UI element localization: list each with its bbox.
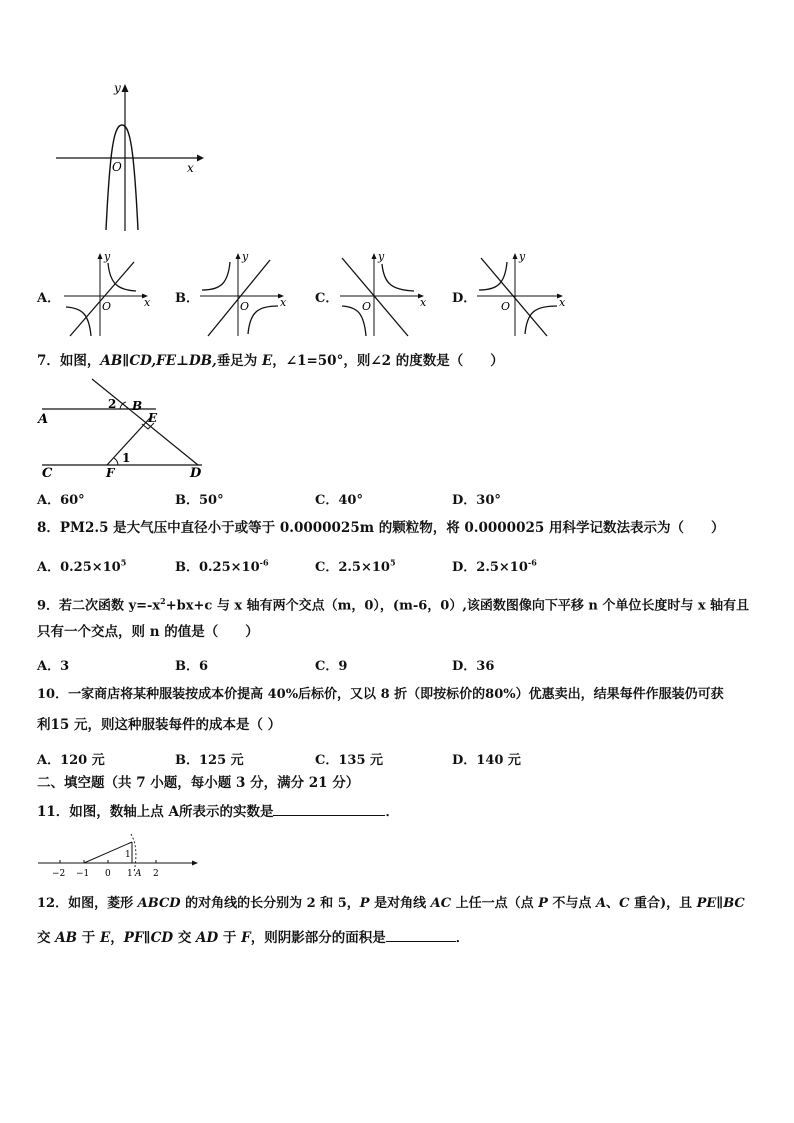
svg-text:B: B	[132, 399, 143, 413]
q6-option-c-letter: C．	[315, 291, 339, 306]
svg-text:D: D	[190, 466, 202, 480]
svg-text:O: O	[362, 300, 372, 313]
section-2-title: 二、填空题（共 7 小题，每小题 3 分，满分 21 分）	[37, 775, 360, 791]
svg-text:A: A	[38, 412, 49, 427]
svg-text:A: A	[135, 869, 142, 879]
x-label: x	[187, 161, 194, 175]
q10-option-c: C．135 元	[315, 753, 384, 768]
svg-text:O: O	[501, 300, 511, 313]
q12-question-line2: 交 AB 于 E，PF∥CD 交 AD 于 F，则阴影部分的面积是 ．	[37, 927, 469, 947]
svg-text:O: O	[240, 300, 250, 313]
svg-text:C: C	[42, 466, 53, 480]
q7-option-b: B．50°	[175, 493, 224, 508]
line-positive-slope	[70, 262, 134, 336]
q8-option-b: B．$0.25\times 10^{-6}$	[175, 557, 269, 575]
svg-text:1: 1	[122, 451, 131, 465]
angle-1-arc	[114, 458, 118, 465]
q6-option-b-graph	[198, 250, 290, 338]
q8-question: 8．PM2.5 是大气压中直径小于或等于 0.0000025m 的颗粒物，将 0.0000025 用科学记数法表示为（ ）	[37, 520, 725, 536]
svg-text:O: O	[102, 300, 112, 313]
svg-text:y: y	[104, 250, 111, 263]
svg-text:x: x	[559, 296, 566, 309]
svg-text:x: x	[144, 296, 151, 309]
q7-option-c: C．40°	[315, 493, 363, 508]
svg-text:F: F	[106, 466, 115, 480]
q11-number-line	[36, 830, 202, 882]
answer-blank[interactable]	[386, 927, 456, 942]
q7-question: 7．如图，AB∥CD,FE⊥DB,垂足为 E，∠1=50°，则∠2 的度数是（ ）	[37, 353, 504, 369]
q9-question-line2: 只有一个交点，则 n 的值是（ ）	[37, 624, 259, 640]
q9-option-c: C．9	[315, 659, 348, 674]
q6-option-d-graph	[475, 250, 569, 338]
q7-option-d: D．30°	[452, 493, 501, 508]
answer-blank[interactable]	[273, 801, 385, 816]
svg-text:2: 2	[108, 397, 117, 411]
q10-question-line2: 利15 元，则这种服装每件的成本是（ ）	[37, 717, 282, 733]
y-axis-arrow	[122, 84, 129, 92]
svg-text:−2: −2	[52, 869, 66, 879]
svg-text:0: 0	[105, 869, 111, 879]
q6-option-d-letter: D．	[452, 291, 477, 306]
origin-label: O	[112, 160, 122, 174]
q8-option-d: D．$2.5\times 10^{-6}$	[452, 557, 537, 575]
svg-text:y: y	[378, 250, 385, 263]
hyperbola-q4	[248, 306, 278, 334]
x-axis-arrow	[197, 155, 204, 162]
q8-option-a: A．$0.25\times 10^5$	[37, 557, 127, 575]
line-db	[92, 379, 198, 465]
hyperbola-q1	[382, 264, 414, 291]
svg-text:1: 1	[125, 850, 131, 860]
q12-question-line1: 12．如图，菱形 ABCD 的对角线的长分别为 2 和 5，P 是对角线 AC 上任一点（点 P 不与点 A、C 重合)，且 PE∥BC	[37, 896, 745, 911]
svg-text:1: 1	[127, 869, 133, 879]
q8-option-c: C．$2.5\times 10^5$	[315, 557, 396, 575]
q9-option-a: A．3	[37, 659, 70, 674]
svg-text:x: x	[420, 296, 427, 309]
q11-question: 11．如图，数轴上点 A所表示的实数是 ．	[37, 801, 399, 821]
svg-text:E: E	[148, 411, 158, 425]
hyperbola-q3	[66, 307, 91, 336]
line-negative-slope	[342, 258, 408, 336]
q7-option-a: A．60°	[37, 493, 85, 508]
q10-option-d: D．140 元	[452, 753, 521, 768]
svg-text:y: y	[242, 250, 249, 263]
q9-question-line1: 9．若二次函数 $y=-x^2+bx+c$ 与 x 轴有两个交点（m，0），(m-6，0）,该函数图像向下平移 n 个单位长度时与 x 轴有且	[37, 596, 750, 614]
q7-figure	[36, 378, 208, 480]
line-positive-slope	[208, 260, 270, 336]
q6-option-a-graph	[62, 250, 154, 338]
hyperbola-q2	[479, 262, 507, 290]
hyperbola-q2	[202, 262, 230, 290]
q6-option-b-letter: B．	[175, 291, 199, 306]
svg-text:2: 2	[153, 869, 159, 879]
svg-text:x: x	[280, 296, 287, 309]
q10-question-line1: 10．一家商店将某种服装按成本价提高 40%后标价，又以 8 折（即按标价的80%）优惠卖出，结果每件作服装仍可获	[37, 687, 724, 702]
q10-option-b: B．125 元	[175, 753, 244, 768]
svg-text:y: y	[519, 250, 526, 263]
q10-option-a: A．120 元	[37, 753, 105, 768]
q9-option-b: B．6	[175, 659, 209, 674]
svg-text:−1: −1	[76, 869, 90, 879]
y-label: y	[114, 81, 121, 95]
parabola	[106, 125, 138, 230]
line-negative-slope	[481, 258, 547, 336]
q6-option-a-letter: A．	[37, 291, 61, 306]
q9-option-d: D．36	[452, 659, 495, 674]
q6-option-c-graph	[338, 250, 430, 338]
q6-main-graph	[50, 78, 210, 236]
